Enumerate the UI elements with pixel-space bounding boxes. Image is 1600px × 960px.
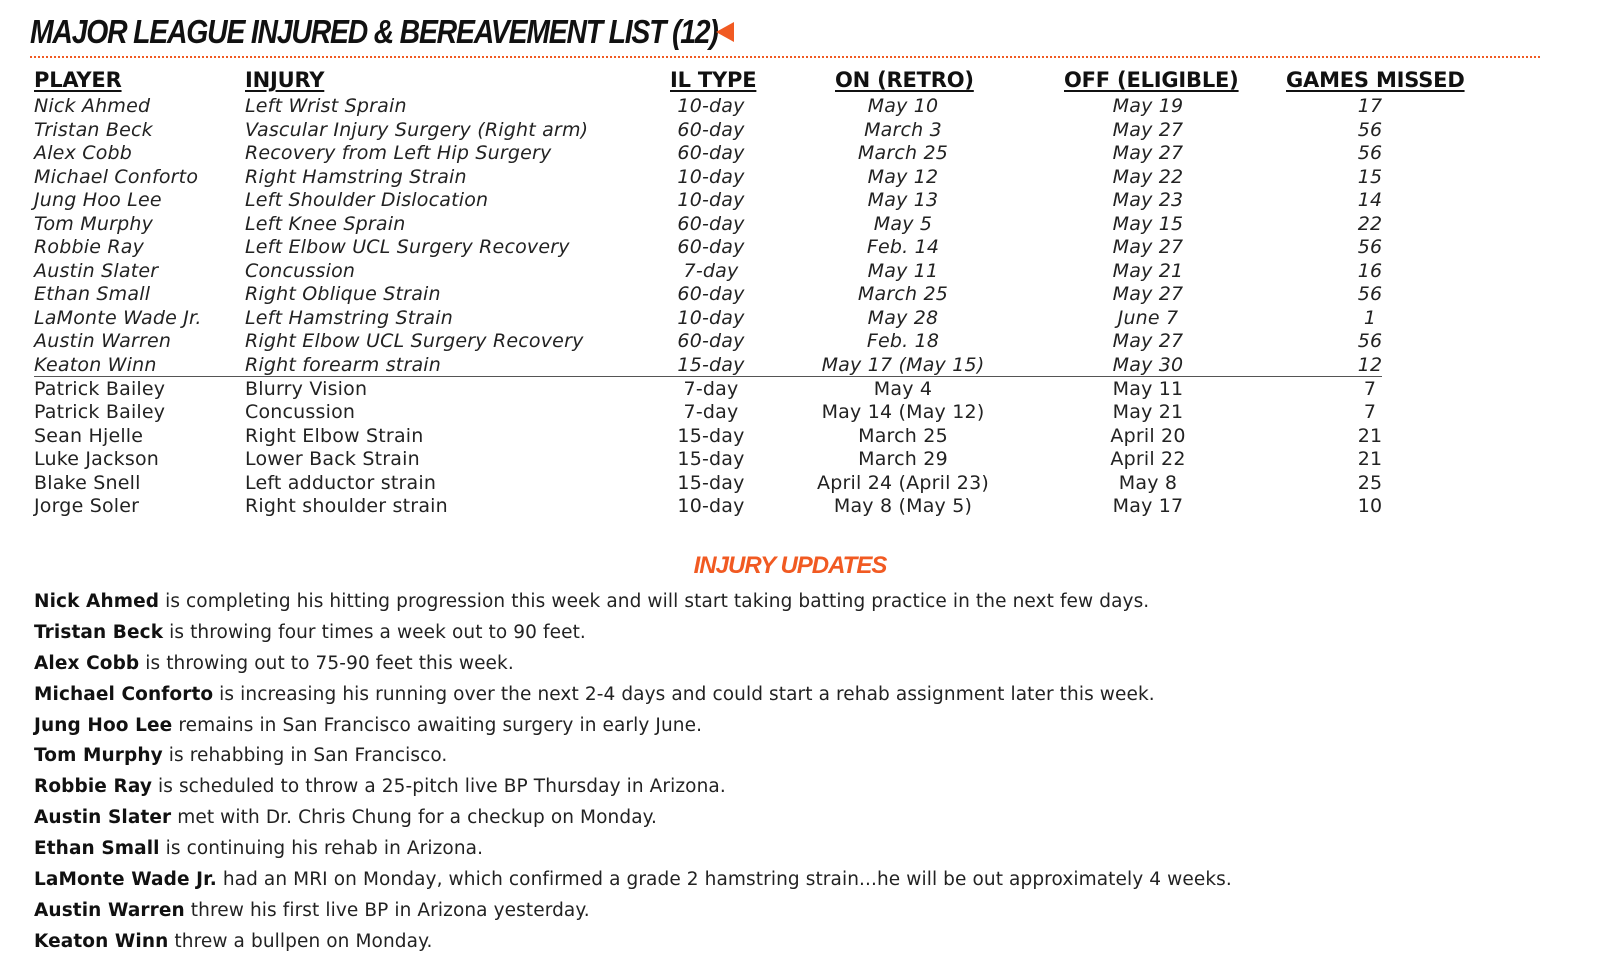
il-type-cell-text: 10-day xyxy=(677,495,745,518)
injury-table-body xyxy=(0,94,1600,518)
games-missed-cell-text: 7 xyxy=(1363,401,1377,424)
games-missed-cell-text: 15 xyxy=(1357,165,1383,188)
off-date-cell-text: May 27 xyxy=(1112,142,1184,165)
table-row xyxy=(0,165,1600,189)
off-date-cell-text: April 22 xyxy=(1110,448,1186,471)
table-row xyxy=(0,212,1600,236)
table-row xyxy=(0,377,1600,401)
update-item xyxy=(34,589,1574,620)
il-type-cell-text: 15-day xyxy=(677,448,745,471)
on-date-cell-text: May 17 (May 15) xyxy=(821,354,985,377)
il-type-cell-text: 60-day xyxy=(677,118,745,141)
player-cell: Ethan Small xyxy=(34,283,151,306)
off-date-cell-text: May 30 xyxy=(1112,354,1184,377)
on-date-cell-text: May 4 xyxy=(873,377,933,400)
injury-cell: Right Elbow UCL Surgery Recovery xyxy=(245,330,584,353)
player-cell: Jung Hoo Lee xyxy=(34,189,162,212)
table-row xyxy=(0,494,1600,518)
update-player-name: Ethan Small xyxy=(34,838,160,860)
off-date-cell-text: May 21 xyxy=(1112,259,1184,282)
games-missed-cell-text: 16 xyxy=(1357,259,1383,282)
player-cell: Nick Ahmed xyxy=(34,95,151,117)
player-cell: Michael Conforto xyxy=(34,165,199,188)
update-item xyxy=(34,651,1574,682)
injury-cell: Vascular Injury Surgery (Right arm) xyxy=(245,118,589,141)
injury-cell: Concussion xyxy=(245,401,356,424)
il-type-cell-text: 15-day xyxy=(677,471,745,494)
on-date-cell-text: Feb. 14 xyxy=(866,236,940,259)
on-date-cell-text: March 3 xyxy=(864,118,942,141)
player-cell: Blake Snell xyxy=(34,471,141,494)
update-text: threw a bullpen on Monday. xyxy=(168,930,433,952)
off-date-cell-text: May 19 xyxy=(1112,95,1184,117)
update-player-name: Austin Slater xyxy=(34,807,172,829)
table-row xyxy=(0,353,1600,377)
off-date-cell-text: May 27 xyxy=(1112,283,1184,306)
table-row xyxy=(0,259,1600,283)
games-missed-cell-text: 17 xyxy=(1357,95,1383,117)
games-missed-cell-text: 56 xyxy=(1357,236,1383,259)
page-header xyxy=(30,10,1540,56)
injury-cell: Right shoulder strain xyxy=(245,495,448,518)
il-type-cell-text: 60-day xyxy=(677,283,745,306)
update-text: is scheduled to throw a 25-pitch live BP Thursday in Arizona. xyxy=(152,776,726,798)
injury-cell: Right Hamstring Strain xyxy=(245,165,467,188)
games-missed-cell-text: 1 xyxy=(1363,306,1377,329)
on-date-cell-text: March 25 xyxy=(858,424,948,447)
games-missed-cell-text: 21 xyxy=(1357,424,1383,447)
injury-cell: Left Shoulder Dislocation xyxy=(245,189,489,212)
il-type-cell-text: 10-day xyxy=(677,95,745,117)
update-item xyxy=(34,713,1574,744)
on-date-cell-text: May 14 (May 12) xyxy=(821,401,985,424)
table-row xyxy=(0,94,1600,118)
update-player-name: Tristan Beck xyxy=(34,621,164,643)
il-type-cell-text: 10-day xyxy=(677,165,745,188)
on-date-cell-text: May 11 xyxy=(867,259,939,282)
off-date-cell-text: May 15 xyxy=(1112,212,1184,235)
off-date-cell-text: May 27 xyxy=(1112,118,1184,141)
update-text: is completing his hitting progression this week and will start taking batting practice in the next few days. xyxy=(159,591,1150,612)
update-item xyxy=(34,929,1574,960)
games-missed-cell-text: 56 xyxy=(1357,118,1383,141)
on-date-cell-text: April 24 (April 23) xyxy=(817,471,989,494)
player-cell: Luke Jackson xyxy=(34,448,160,471)
player-cell: Austin Warren xyxy=(34,330,172,353)
update-item xyxy=(34,774,1574,805)
injury-cell: Right Oblique Strain xyxy=(245,283,441,306)
table-row xyxy=(0,188,1600,212)
page-title: MAJOR LEAGUE INJURED & BEREAVEMENT LIST (12) xyxy=(30,13,718,50)
off-date-cell-text: May 22 xyxy=(1112,165,1184,188)
games-missed-cell-text: 56 xyxy=(1357,142,1383,165)
table-row xyxy=(0,400,1600,424)
off-date-cell-text: April 20 xyxy=(1110,424,1186,447)
injury-cell: Concussion xyxy=(245,259,356,282)
games-missed-cell-text: 7 xyxy=(1363,377,1377,400)
header-player: PLAYER xyxy=(34,68,122,92)
header-il-type: IL TYPE xyxy=(670,68,757,92)
games-missed-cell-text: 22 xyxy=(1357,212,1383,235)
table-row xyxy=(0,282,1600,306)
update-text: had an MRI on Monday, which confirmed a grade 2 hamstring strain...he will be out approximately 4 weeks. xyxy=(216,869,1232,891)
table-row xyxy=(0,235,1600,259)
injury-updates-title: INJURY UPDATES xyxy=(693,552,887,579)
update-player-name: Keaton Winn xyxy=(34,930,169,952)
off-date-cell-text: May 11 xyxy=(1112,377,1184,400)
header-on-retro: ON (RETRO) xyxy=(835,68,974,92)
on-date-cell-text: March 25 xyxy=(857,142,949,165)
update-text: is continuing his rehab in Arizona. xyxy=(159,838,484,860)
arrow-left-icon xyxy=(716,22,734,42)
header-injury: INJURY xyxy=(245,68,325,92)
injury-cell: Left Elbow UCL Surgery Recovery xyxy=(245,236,570,259)
update-item xyxy=(34,867,1574,898)
on-date-cell-text: May 28 xyxy=(867,306,939,329)
update-item xyxy=(34,805,1574,836)
player-cell: Tristan Beck xyxy=(34,118,153,141)
update-item xyxy=(34,620,1574,651)
injury-cell: Recovery from Left Hip Surgery xyxy=(245,142,552,165)
games-missed-cell-text: 25 xyxy=(1357,471,1383,494)
injury-cell: Left Hamstring Strain xyxy=(245,306,453,329)
update-text: is increasing his running over the next 2-4 days and could start a rehab assignment later this week. xyxy=(213,683,1155,705)
games-missed-cell-text: 56 xyxy=(1357,283,1383,306)
update-player-name: LaMonte Wade Jr. xyxy=(34,869,217,891)
update-text: met with Dr. Chris Chung for a checkup on Monday. xyxy=(171,807,658,829)
table-row xyxy=(0,141,1600,165)
update-item xyxy=(34,682,1574,713)
injury-cell: Right Elbow Strain xyxy=(245,424,424,447)
il-type-cell-text: 7-day xyxy=(683,259,739,282)
table-row xyxy=(0,471,1600,495)
player-cell: Tom Murphy xyxy=(34,212,154,235)
update-player-name: Nick Ahmed xyxy=(34,591,160,612)
il-type-cell-text: 10-day xyxy=(677,306,745,329)
injury-cell: Blurry Vision xyxy=(245,377,368,400)
il-type-cell-text: 7-day xyxy=(683,377,739,400)
update-text: is rehabbing in San Francisco. xyxy=(162,745,448,767)
update-player-name: Robbie Ray xyxy=(34,776,152,798)
player-cell: Austin Slater xyxy=(34,259,159,282)
header-games-missed: GAMES MISSED xyxy=(1286,68,1465,92)
update-player-name: Tom Murphy xyxy=(34,745,163,767)
player-cell: Sean Hjelle xyxy=(34,424,144,447)
injury-updates-list xyxy=(34,589,1574,960)
update-player-name: Austin Warren xyxy=(34,899,185,921)
il-type-cell-text: 15-day xyxy=(677,354,745,377)
update-player-name: Alex Cobb xyxy=(34,652,140,674)
off-date-cell-text: May 17 xyxy=(1112,495,1184,518)
table-row xyxy=(0,306,1600,330)
table-row xyxy=(0,118,1600,142)
il-type-cell-text: 15-day xyxy=(677,424,745,447)
on-date-cell-text: March 29 xyxy=(858,448,948,471)
player-cell: Alex Cobb xyxy=(34,142,133,165)
off-date-cell-text: May 27 xyxy=(1112,330,1184,353)
games-missed-cell-text: 56 xyxy=(1357,330,1383,353)
update-player-name: Jung Hoo Lee xyxy=(34,714,173,736)
il-type-cell-text: 60-day xyxy=(677,330,745,353)
off-date-cell-text: May 27 xyxy=(1112,236,1184,259)
update-text: threw his first live BP in Arizona yesterday. xyxy=(184,899,590,921)
on-date-cell-text: Feb. 18 xyxy=(866,330,940,353)
update-item xyxy=(34,836,1574,867)
injury-cell: Left Wrist Sprain xyxy=(245,95,407,117)
injury-cell: Left Knee Sprain xyxy=(245,212,406,235)
off-date-cell-text: June 7 xyxy=(1117,306,1179,329)
update-text: is throwing four times a week out to 90 feet. xyxy=(163,621,586,643)
off-date-cell-text: May 21 xyxy=(1112,401,1184,424)
on-date-cell-text: May 10 xyxy=(867,95,939,117)
player-cell: LaMonte Wade Jr. xyxy=(34,306,202,329)
off-date-cell-text: May 8 xyxy=(1118,471,1178,494)
title-divider xyxy=(30,56,1540,58)
table-row xyxy=(0,447,1600,471)
games-missed-cell-text: 12 xyxy=(1357,354,1383,377)
table-header xyxy=(0,66,1600,94)
injury-cell: Right forearm strain xyxy=(245,354,442,377)
il-type-cell-text: 60-day xyxy=(677,236,745,259)
table-row xyxy=(0,329,1600,353)
il-type-cell-text: 7-day xyxy=(683,401,739,424)
update-item xyxy=(34,743,1574,774)
player-cell: Jorge Soler xyxy=(34,495,140,518)
update-player-name: Michael Conforto xyxy=(34,683,214,705)
update-item xyxy=(34,898,1574,929)
update-text: remains in San Francisco awaiting surgery in early June. xyxy=(172,714,703,736)
on-date-cell-text: May 13 xyxy=(867,189,939,212)
on-date-cell-text: May 5 xyxy=(873,212,933,235)
off-date-cell-text: May 23 xyxy=(1112,189,1184,212)
il-type-cell-text: 60-day xyxy=(677,142,745,165)
current-past-divider xyxy=(34,376,1382,377)
player-cell: Patrick Bailey xyxy=(34,401,166,424)
on-date-cell-text: March 25 xyxy=(857,283,949,306)
injury-cell: Left adductor strain xyxy=(245,471,437,494)
update-text: is throwing out to 75-90 feet this week. xyxy=(139,652,514,674)
il-type-cell-text: 10-day xyxy=(677,189,745,212)
injury-cell: Lower Back Strain xyxy=(245,448,420,471)
player-cell: Patrick Bailey xyxy=(34,377,166,400)
on-date-cell-text: May 8 (May 5) xyxy=(833,495,973,518)
games-missed-cell-text: 14 xyxy=(1357,189,1383,212)
player-cell: Keaton Winn xyxy=(34,354,157,377)
header-off-eligible: OFF (ELIGIBLE) xyxy=(1064,68,1239,92)
on-date-cell-text: May 12 xyxy=(867,165,939,188)
player-cell: Robbie Ray xyxy=(34,236,145,259)
table-row xyxy=(0,424,1600,448)
games-missed-cell-text: 21 xyxy=(1357,448,1383,471)
games-missed-cell-text: 10 xyxy=(1357,495,1383,518)
il-type-cell-text: 60-day xyxy=(677,212,745,235)
